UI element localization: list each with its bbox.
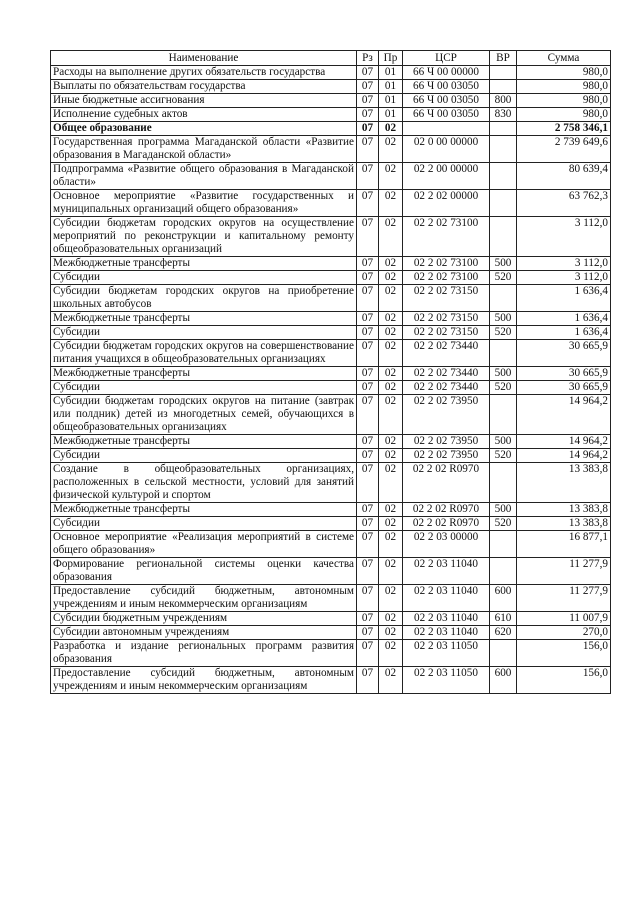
cell-csr: 66 Ч 00 03050	[403, 94, 490, 108]
cell-vr	[490, 122, 517, 136]
cell-name: Субсидии	[51, 449, 357, 463]
cell-csr: 02 2 02 73150	[403, 285, 490, 312]
cell-pr: 02	[379, 667, 403, 694]
cell-sum: 1 636,4	[517, 285, 611, 312]
cell-rz: 07	[357, 217, 379, 257]
cell-csr: 02 2 03 11040	[403, 612, 490, 626]
cell-csr: 02 2 02 73440	[403, 340, 490, 367]
cell-csr: 02 2 02 73150	[403, 312, 490, 326]
table-row	[51, 312, 611, 326]
cell-name: Межбюджетные трансферты	[51, 312, 357, 326]
cell-vr: 500	[490, 257, 517, 271]
cell-csr: 02 0 00 00000	[403, 136, 490, 163]
cell-name: Субсидии бюджетным учреждениям	[51, 612, 357, 626]
cell-vr: 520	[490, 449, 517, 463]
cell-csr: 02 2 00 00000	[403, 163, 490, 190]
cell-csr: 02 2 02 R0970	[403, 503, 490, 517]
cell-sum: 63 762,3	[517, 190, 611, 217]
cell-rz: 07	[357, 326, 379, 340]
cell-rz: 07	[357, 449, 379, 463]
cell-csr: 02 2 02 73100	[403, 257, 490, 271]
cell-sum: 30 665,9	[517, 340, 611, 367]
cell-vr	[490, 136, 517, 163]
cell-vr: 500	[490, 312, 517, 326]
table-row	[51, 640, 611, 667]
cell-rz: 07	[357, 108, 379, 122]
cell-sum: 980,0	[517, 66, 611, 80]
cell-pr: 02	[379, 612, 403, 626]
cell-vr: 520	[490, 381, 517, 395]
table-row	[51, 66, 611, 80]
cell-pr: 02	[379, 585, 403, 612]
cell-csr: 02 2 02 73440	[403, 381, 490, 395]
table-row	[51, 367, 611, 381]
cell-name: Межбюджетные трансферты	[51, 435, 357, 449]
cell-rz: 07	[357, 626, 379, 640]
cell-rz: 07	[357, 312, 379, 326]
cell-rz: 07	[357, 585, 379, 612]
cell-csr	[403, 122, 490, 136]
cell-sum: 13 383,8	[517, 463, 611, 503]
cell-pr: 02	[379, 312, 403, 326]
budget-table	[50, 50, 611, 694]
cell-pr: 02	[379, 190, 403, 217]
cell-pr: 01	[379, 108, 403, 122]
cell-pr: 02	[379, 367, 403, 381]
cell-pr: 02	[379, 503, 403, 517]
cell-rz: 07	[357, 640, 379, 667]
cell-pr: 02	[379, 558, 403, 585]
cell-rz: 07	[357, 340, 379, 367]
header-rz: Рз	[357, 51, 379, 66]
cell-name: Субсидии бюджетам городских округов на осуществление мероприятий по реконструкции и капитальному ремонту общеобразовательных организаций	[51, 217, 357, 257]
cell-sum: 11 007,9	[517, 612, 611, 626]
cell-sum: 980,0	[517, 108, 611, 122]
cell-csr: 02 2 02 R0970	[403, 517, 490, 531]
table-row	[51, 108, 611, 122]
cell-sum: 14 964,2	[517, 435, 611, 449]
table-row	[51, 449, 611, 463]
cell-vr: 500	[490, 503, 517, 517]
cell-pr: 02	[379, 326, 403, 340]
cell-vr: 620	[490, 626, 517, 640]
cell-rz: 07	[357, 517, 379, 531]
cell-sum: 3 112,0	[517, 257, 611, 271]
table-row	[51, 163, 611, 190]
cell-rz: 07	[357, 531, 379, 558]
cell-name: Разработка и издание региональных программ развития образования	[51, 640, 357, 667]
cell-name: Субсидии	[51, 271, 357, 285]
cell-sum: 980,0	[517, 80, 611, 94]
cell-vr	[490, 395, 517, 435]
cell-csr: 02 2 03 00000	[403, 531, 490, 558]
cell-name: Субсидии бюджетам городских округов на приобретение школьных автобусов	[51, 285, 357, 312]
table-row	[51, 612, 611, 626]
cell-name: Основное мероприятие «Развитие государственных и муниципальных организаций общего образования»	[51, 190, 357, 217]
table-row	[51, 94, 611, 108]
cell-rz: 07	[357, 667, 379, 694]
cell-rz: 07	[357, 271, 379, 285]
cell-rz: 07	[357, 367, 379, 381]
cell-sum: 30 665,9	[517, 367, 611, 381]
table-row	[51, 326, 611, 340]
cell-csr: 02 2 03 11050	[403, 667, 490, 694]
cell-name: Иные бюджетные ассигнования	[51, 94, 357, 108]
table-row	[51, 136, 611, 163]
cell-name: Подпрограмма «Развитие общего образования в Магаданской области»	[51, 163, 357, 190]
cell-pr: 02	[379, 257, 403, 271]
cell-name: Государственная программа Магаданской области «Развитие образования в Магаданской области»	[51, 136, 357, 163]
cell-csr: 66 Ч 00 03050	[403, 80, 490, 94]
table-row	[51, 257, 611, 271]
cell-rz: 07	[357, 463, 379, 503]
table-row	[51, 80, 611, 94]
cell-sum: 11 277,9	[517, 558, 611, 585]
cell-vr	[490, 285, 517, 312]
cell-rz: 07	[357, 122, 379, 136]
cell-pr: 02	[379, 136, 403, 163]
cell-name: Субсидии	[51, 517, 357, 531]
cell-vr: 520	[490, 517, 517, 531]
cell-pr: 02	[379, 285, 403, 312]
cell-pr: 02	[379, 626, 403, 640]
table-row	[51, 395, 611, 435]
cell-pr: 02	[379, 395, 403, 435]
table-row	[51, 190, 611, 217]
cell-rz: 07	[357, 136, 379, 163]
cell-pr: 01	[379, 94, 403, 108]
cell-csr: 02 2 02 73150	[403, 326, 490, 340]
cell-pr: 02	[379, 640, 403, 667]
cell-pr: 02	[379, 271, 403, 285]
cell-pr: 02	[379, 381, 403, 395]
cell-sum: 30 665,9	[517, 381, 611, 395]
cell-name: Субсидии	[51, 326, 357, 340]
cell-csr: 02 2 03 11040	[403, 626, 490, 640]
table-header-row	[51, 51, 611, 66]
cell-rz: 07	[357, 435, 379, 449]
table-row	[51, 517, 611, 531]
cell-name: Основное мероприятие «Реализация мероприятий в системе общего образования»	[51, 531, 357, 558]
cell-sum: 156,0	[517, 640, 611, 667]
cell-rz: 07	[357, 612, 379, 626]
cell-csr: 02 2 02 73950	[403, 435, 490, 449]
cell-csr: 66 Ч 00 00000	[403, 66, 490, 80]
cell-vr: 500	[490, 367, 517, 381]
cell-vr: 520	[490, 326, 517, 340]
table-row	[51, 271, 611, 285]
cell-pr: 02	[379, 217, 403, 257]
cell-vr	[490, 190, 517, 217]
cell-name: Предоставление субсидий бюджетным, автономным учреждениям и иным некоммерческим организациям	[51, 585, 357, 612]
cell-sum: 13 383,8	[517, 503, 611, 517]
table-row	[51, 285, 611, 312]
cell-name: Выплаты по обязательствам государства	[51, 80, 357, 94]
cell-vr	[490, 463, 517, 503]
cell-vr	[490, 66, 517, 80]
cell-pr: 01	[379, 80, 403, 94]
table-row	[51, 503, 611, 517]
table-row	[51, 381, 611, 395]
cell-vr	[490, 531, 517, 558]
header-sum: Сумма	[517, 51, 611, 66]
cell-vr	[490, 217, 517, 257]
cell-vr: 500	[490, 435, 517, 449]
cell-sum: 1 636,4	[517, 326, 611, 340]
cell-csr: 02 2 02 R0970	[403, 463, 490, 503]
cell-name: Субсидии	[51, 381, 357, 395]
cell-pr: 02	[379, 163, 403, 190]
table-row	[51, 217, 611, 257]
cell-sum: 14 964,2	[517, 395, 611, 435]
cell-pr: 02	[379, 122, 403, 136]
cell-csr: 02 2 02 73440	[403, 367, 490, 381]
table-row	[51, 585, 611, 612]
cell-pr: 02	[379, 531, 403, 558]
cell-sum: 16 877,1	[517, 531, 611, 558]
table-row	[51, 558, 611, 585]
cell-rz: 07	[357, 381, 379, 395]
cell-vr	[490, 163, 517, 190]
header-pr: Пр	[379, 51, 403, 66]
cell-pr: 02	[379, 435, 403, 449]
cell-name: Исполнение судебных актов	[51, 108, 357, 122]
table-row	[51, 435, 611, 449]
cell-pr: 02	[379, 517, 403, 531]
cell-name: Формирование региональной системы оценки качества образования	[51, 558, 357, 585]
cell-name: Субсидии автономным учреждениям	[51, 626, 357, 640]
cell-vr: 800	[490, 94, 517, 108]
cell-sum: 13 383,8	[517, 517, 611, 531]
cell-pr: 02	[379, 463, 403, 503]
cell-csr: 02 2 03 11050	[403, 640, 490, 667]
cell-rz: 07	[357, 257, 379, 271]
cell-csr: 02 2 02 73100	[403, 217, 490, 257]
table-row	[51, 667, 611, 694]
cell-rz: 07	[357, 558, 379, 585]
cell-name: Межбюджетные трансферты	[51, 503, 357, 517]
cell-sum: 2 758 346,1	[517, 122, 611, 136]
cell-rz: 07	[357, 80, 379, 94]
cell-rz: 07	[357, 285, 379, 312]
cell-csr: 02 2 03 11040	[403, 585, 490, 612]
cell-sum: 14 964,2	[517, 449, 611, 463]
cell-pr: 02	[379, 340, 403, 367]
cell-csr: 02 2 03 11040	[403, 558, 490, 585]
table-body	[51, 66, 611, 694]
cell-vr: 520	[490, 271, 517, 285]
cell-csr: 02 2 02 73950	[403, 449, 490, 463]
cell-name: Субсидии бюджетам городских округов на совершенствование питания учащихся в общеобразовательных организациях	[51, 340, 357, 367]
cell-sum: 2 739 649,6	[517, 136, 611, 163]
cell-vr	[490, 640, 517, 667]
header-csr: ЦСР	[403, 51, 490, 66]
cell-name: Межбюджетные трансферты	[51, 257, 357, 271]
cell-sum: 270,0	[517, 626, 611, 640]
cell-name: Субсидии бюджетам городских округов на питание (завтрак или полдник) детей из многодетных семей, обучающихся в общеобразовательных организациях	[51, 395, 357, 435]
table-row	[51, 122, 611, 136]
cell-vr	[490, 558, 517, 585]
cell-sum: 80 639,4	[517, 163, 611, 190]
table-row	[51, 531, 611, 558]
cell-pr: 02	[379, 449, 403, 463]
table-row	[51, 626, 611, 640]
cell-vr: 830	[490, 108, 517, 122]
cell-vr: 600	[490, 667, 517, 694]
cell-rz: 07	[357, 190, 379, 217]
cell-pr: 01	[379, 66, 403, 80]
header-name: Наименование	[51, 51, 357, 66]
cell-csr: 66 Ч 00 03050	[403, 108, 490, 122]
cell-name: Межбюджетные трансферты	[51, 367, 357, 381]
cell-sum: 1 636,4	[517, 312, 611, 326]
cell-vr: 600	[490, 585, 517, 612]
header-vr: ВР	[490, 51, 517, 66]
cell-rz: 07	[357, 94, 379, 108]
cell-rz: 07	[357, 503, 379, 517]
cell-vr	[490, 340, 517, 367]
cell-csr: 02 2 02 73950	[403, 395, 490, 435]
cell-sum: 3 112,0	[517, 271, 611, 285]
cell-name: Создание в общеобразовательных организациях, расположенных в сельской местности, условий для занятий физической культурой и спортом	[51, 463, 357, 503]
cell-sum: 3 112,0	[517, 217, 611, 257]
table-row	[51, 463, 611, 503]
cell-csr: 02 2 02 00000	[403, 190, 490, 217]
cell-csr: 02 2 02 73100	[403, 271, 490, 285]
cell-sum: 11 277,9	[517, 585, 611, 612]
cell-name: Общее образование	[51, 122, 357, 136]
cell-rz: 07	[357, 66, 379, 80]
cell-sum: 156,0	[517, 667, 611, 694]
cell-name: Предоставление субсидий бюджетным, автономным учреждениям и иным некоммерческим организациям	[51, 667, 357, 694]
cell-rz: 07	[357, 163, 379, 190]
cell-rz: 07	[357, 395, 379, 435]
cell-sum: 980,0	[517, 94, 611, 108]
table-row	[51, 340, 611, 367]
cell-name: Расходы на выполнение других обязательств государства	[51, 66, 357, 80]
cell-vr: 610	[490, 612, 517, 626]
cell-vr	[490, 80, 517, 94]
